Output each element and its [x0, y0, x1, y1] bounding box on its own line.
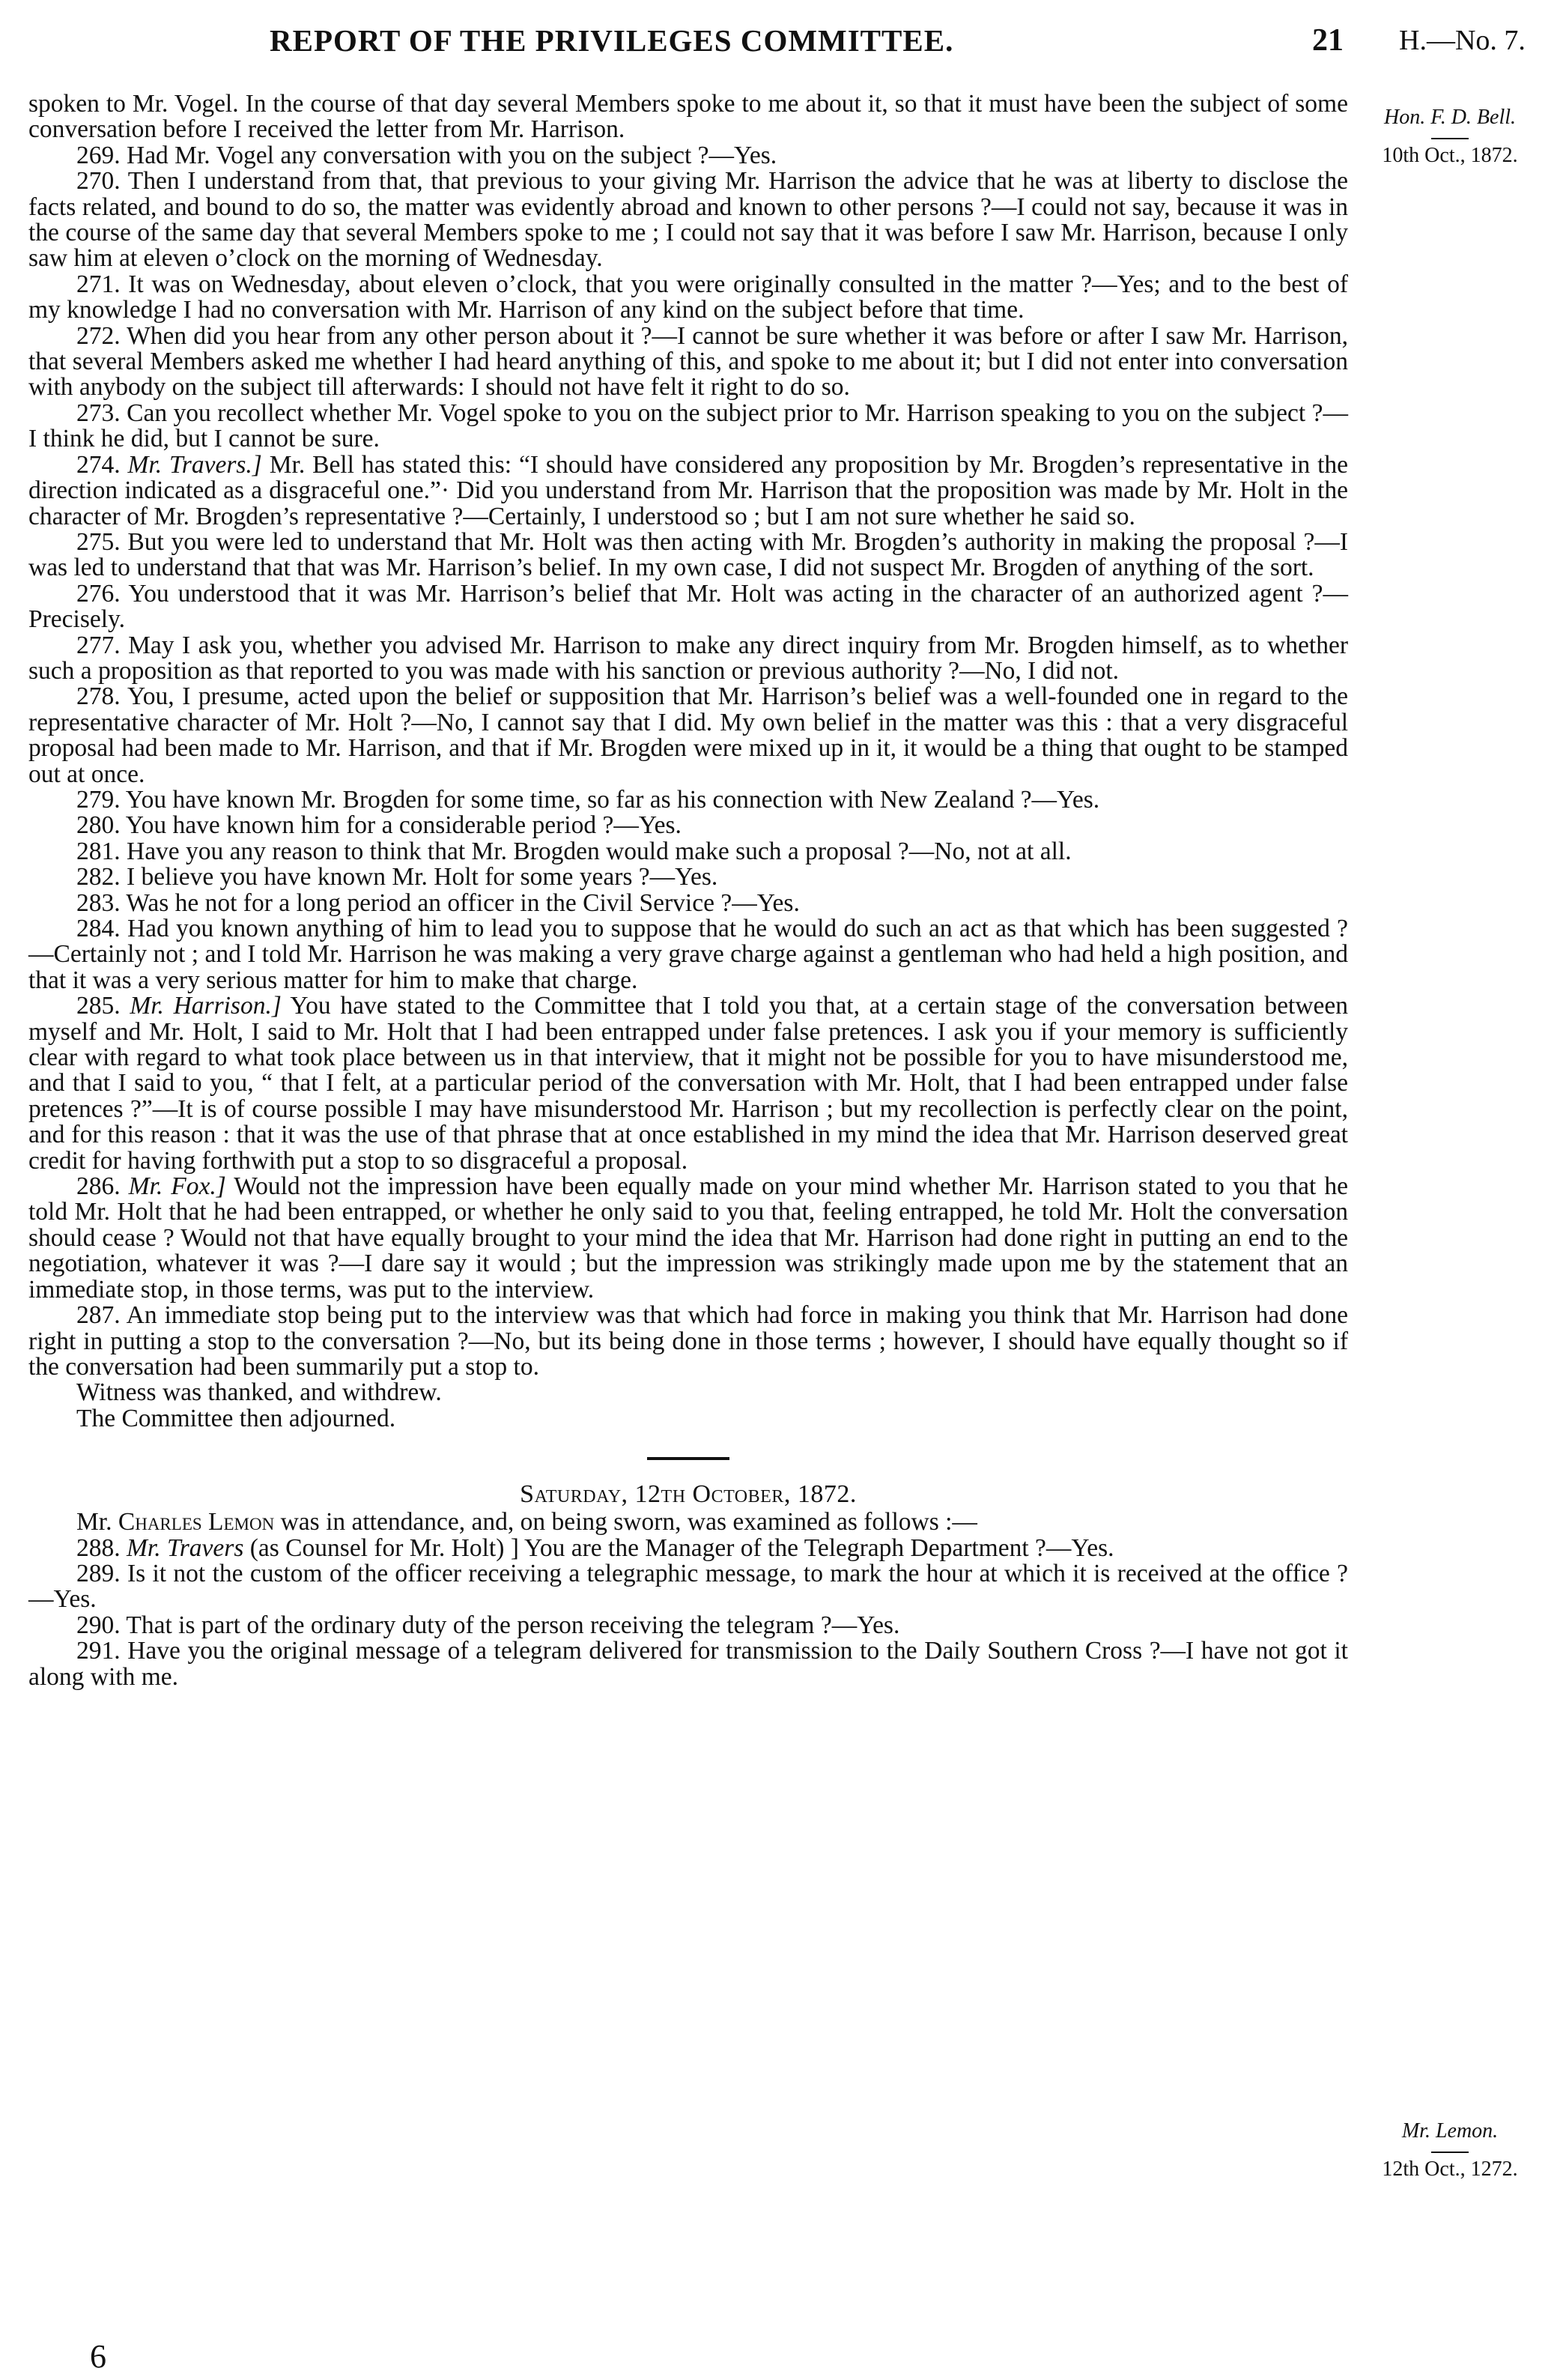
testimony-section-lemon	[28, 1533, 1349, 1691]
margin-date: 10th Oct., 1872.	[1382, 144, 1518, 167]
question-paragraph	[28, 787, 1348, 813]
question-number: 278.	[76, 682, 121, 711]
question-paragraph	[28, 1174, 1348, 1303]
question-text: Then I understand from that, that previous to your giving Mr. Harrison the advice that he was at liberty to disclose the facts related, and bound to do so, the matter was evidently abroad and known to other persons ?—I could not say, because it was in the course of the same day that several Members spoke to me ; I could not say that it was before I saw Mr. Harrison, because I only saw him at eleven o’clock on the morning of Wednesday.	[28, 167, 1348, 273]
question-text: Have you the original message of a telegram delivered for transmission to the Daily Southern Cross ?—I have not got it along with me.	[28, 1637, 1348, 1691]
question-text: Can you recollect whether Mr. Vogel spoke to you on the subject prior to Mr. Harrison speaking to you on the subject ?—I think he did, but I cannot be sure.	[28, 399, 1349, 453]
question-paragraph	[28, 888, 1348, 917]
margin-divider	[1431, 138, 1469, 139]
question-text: Mr. Bell has stated this: “I should have considered any proposition by Mr. Brogden’s representative in the direction indicated as a disgraceful one.”· Did you understand from Mr. Harrison that the proposition was made by Mr. Holt in the character of Mr. Brogden’s representative ?—Certainly, I understood so ; but I am not sure whether he said so.	[28, 450, 1349, 530]
section-divider	[647, 1457, 729, 1460]
question-paragraph	[28, 839, 1348, 865]
question-number: 279.	[76, 785, 121, 814]
document-reference: H.—No. 7.	[1399, 25, 1526, 56]
question-number: 287.	[76, 1301, 121, 1330]
question-text: Is it not the custom of the officer receiving a telegraphic message, to mark the hour at which it is received at the office ?—Yes.	[28, 1559, 1349, 1614]
question-paragraph	[28, 684, 1348, 787]
question-number: 276.	[76, 579, 121, 608]
question-paragraph	[28, 272, 1348, 324]
question-text: That is part of the ordinary duty of the person receiving the telegram ?—Yes.	[126, 1611, 900, 1639]
question-text: (as Counsel for Mr. Holt) ] You are the Manager of the Telegraph Department ?—Yes.	[249, 1533, 1114, 1562]
question-number: 285.	[76, 992, 121, 1020]
page-number: 21	[1312, 23, 1344, 58]
question-text: You have stated to the Committee that I told you that, at a certain stage of the conversation between myself and Mr. Holt, I said to Mr. Holt that I had been entrapped under false pretences. I ask you if your memory is sufficiently clear with regard to what took place between us in that interview, that it might not be possible for you to have misunderstood me, and that I said to you, “ that I felt, at a particular period of the conversation with Mr. Holt, that I had been entrapped under false pretences ?”—It is of course possible I may have misunderstood Mr. Harrison ; but my recollection is perfectly clear on the point, and for this reason : that it was the use of that phrase that at once established in my mind the idea that Mr. Harrison deserved great credit for having forthwith put a stop to so disgraceful a proposal.	[28, 992, 1348, 1175]
question-text: Would not the impression have been equally made on your mind whether Mr. Harrison stated to you that he told Mr. Holt that he had been entrapped, or whether he only said to you that, feeling entrapped, he told Mr. Holt the conversation should cease ? Would not that have equally brought to your mind the idea that Mr. Harrison had done right in putting an end to the negotiation, whatever it was ?—I dare say it would ; but the impression was strikingly made upon me by the statement that an immediate stop, in those terms, was put to the interview.	[28, 1172, 1348, 1303]
signature-mark: 6	[90, 2338, 106, 2375]
question-text: Have you any reason to think that Mr. Brogden would make such a proposal ?—No, not at all.	[127, 837, 1072, 865]
attendance-prefix: Mr.	[76, 1508, 112, 1536]
question-number: 280.	[76, 811, 121, 840]
question-paragraph	[28, 1303, 1348, 1380]
question-number: 277.	[76, 631, 121, 659]
question-number: 290.	[76, 1611, 121, 1639]
margin-divider	[1431, 2152, 1469, 2153]
question-paragraph	[28, 1533, 1348, 1562]
question-paragraph	[28, 813, 1348, 838]
question-number: 281.	[76, 837, 121, 865]
question-paragraph	[28, 633, 1348, 685]
question-number: 284.	[76, 915, 121, 942]
question-paragraph	[28, 916, 1348, 993]
margin-note-lemon	[1353, 2119, 1547, 2181]
question-paragraph	[28, 401, 1348, 452]
question-text: You, I presume, acted upon the belief or supposition that Mr. Harrison’s belief was a well-founded one in regard to the representative character of Mr. Holt ?—No, I cannot say that I did. My own belief in the matter was this : that a very disgraceful proposal had been made to Mr. Harrison, and that if Mr. Brogden were mixed up in it, it would be a thing that ought to be stamped out at once.	[28, 682, 1348, 788]
question-paragraph	[28, 143, 1348, 169]
question-paragraph	[28, 1613, 1348, 1638]
margin-witness-name: Mr. Lemon.	[1401, 2119, 1499, 2143]
question-text: You have known him for a considerable period ?—Yes.	[125, 811, 682, 840]
question-paragraph	[28, 993, 1348, 1174]
question-text: Had Mr. Vogel any conversation with you on the subject ?—Yes.	[127, 141, 777, 169]
speaker-name: Mr. Harrison.]	[130, 992, 282, 1020]
question-paragraph	[28, 321, 1348, 402]
question-number: 269.	[76, 141, 121, 169]
question-text: I believe you have known Mr. Holt for some years ?—Yes.	[127, 863, 718, 891]
question-paragraph	[28, 865, 1348, 890]
question-number: 286.	[76, 1172, 121, 1201]
closing-line: Witness was thanked, and withdrew.	[76, 1378, 442, 1407]
margin-date: 12th Oct., 1272.	[1382, 2158, 1518, 2181]
question-number: 270.	[76, 167, 121, 196]
question-number: 291.	[76, 1637, 121, 1665]
question-number: 282.	[76, 863, 121, 891]
testimony-section-bell	[28, 91, 1348, 1380]
speaker-name: Mr. Fox.]	[128, 1172, 226, 1201]
question-paragraph	[28, 527, 1348, 582]
question-number: 283.	[76, 888, 121, 917]
question-number: 272.	[76, 321, 121, 350]
question-number: 271.	[76, 270, 121, 298]
question-text: It was on Wednesday, about eleven o’clock, that you were originally consulted in the matter ?—Yes; and to the best of my knowledge I had no conversation with Mr. Harrison of any kind on the subject before that time.	[28, 270, 1348, 324]
question-number: 275.	[76, 527, 121, 556]
report-title: REPORT OF THE PRIVILEGES COMMITTEE.	[270, 23, 954, 58]
question-paragraph	[28, 1638, 1348, 1690]
question-paragraph	[28, 91, 1348, 143]
page-header	[0, 15, 1566, 67]
question-text: Was he not for a long period an officer in the Civil Service ?—Yes.	[126, 888, 800, 917]
margin-note-bell	[1353, 105, 1547, 168]
question-paragraph	[28, 169, 1348, 272]
question-text: spoken to Mr. Vogel. In the course of that day several Members spoke to me about it, so that it must have been the subject of some conversation before I received the letter from Mr. Harrison.	[28, 90, 1348, 144]
question-text: You have known Mr. Brogden for some time, so far as his connection with New Zealand ?—Yes.	[125, 785, 1100, 814]
speaker-name: Mr. Travers	[127, 1533, 244, 1562]
question-number: 273.	[76, 399, 121, 427]
question-text: May I ask you, whether you advised Mr. Harrison to make any direct inquiry from Mr. Brogden himself, as to whether such a proposition as that reported to you was made with his sanction or previous authority ?—No, I did not.	[28, 631, 1348, 685]
closing-line: The Committee then adjourned.	[76, 1404, 396, 1432]
witness-name: Charles Lemon	[118, 1508, 275, 1536]
question-text: Had you known anything of him to lead you to suppose that he would do such an act as that which has been suggested ?—Certainly not ; and I told Mr. Harrison he was making a very grave charge against a gentleman who had held a high position, and that it was a very serious matter for him to make that charge.	[28, 915, 1348, 994]
question-text: You understood that it was Mr. Harrison’s belief that Mr. Holt was acting in the character of an authorized agent ?—Precisely.	[28, 579, 1348, 634]
question-paragraph	[28, 452, 1348, 530]
margin-witness-name: Hon. F. D. Bell.	[1383, 106, 1517, 129]
question-text: But you were led to understand that Mr. Holt was then acting with Mr. Brogden’s authority in making the proposal ?—I was led to understand that that was Mr. Harrison’s belief. In my own case, I did not suspect Mr. Brogden of anything of the sort.	[28, 527, 1348, 582]
attendance-line	[28, 1510, 1348, 1535]
question-paragraph	[28, 1561, 1348, 1613]
attendance-text: was in attendance, and, on being sworn, was examined as follows :—	[280, 1508, 977, 1536]
question-number: 289.	[76, 1559, 121, 1587]
document-body	[28, 91, 1348, 1690]
date-heading: Saturday, 12th October, 1872.	[520, 1480, 857, 1509]
question-number: 288.	[76, 1533, 121, 1562]
speaker-name: Mr. Travers.]	[127, 450, 262, 479]
question-text: An immediate stop being put to the interview was that which had force in making you think that Mr. Harrison had done right in putting a stop to the conversation ?—No, but its being done in those terms ; however, I should have equally thought so if the conversation had been summarily put a stop to.	[28, 1301, 1348, 1381]
question-text: When did you hear from any other person about it ?—I cannot be sure whether it was before or after I saw Mr. Harrison, that several Members asked me whether I had heard anything of this, and spoke to me about it; but I did not enter into conversation with anybody on the subject till afterwards: I should not have felt it right to do so.	[28, 321, 1348, 402]
question-paragraph	[28, 581, 1348, 633]
question-number: 274.	[76, 450, 121, 479]
